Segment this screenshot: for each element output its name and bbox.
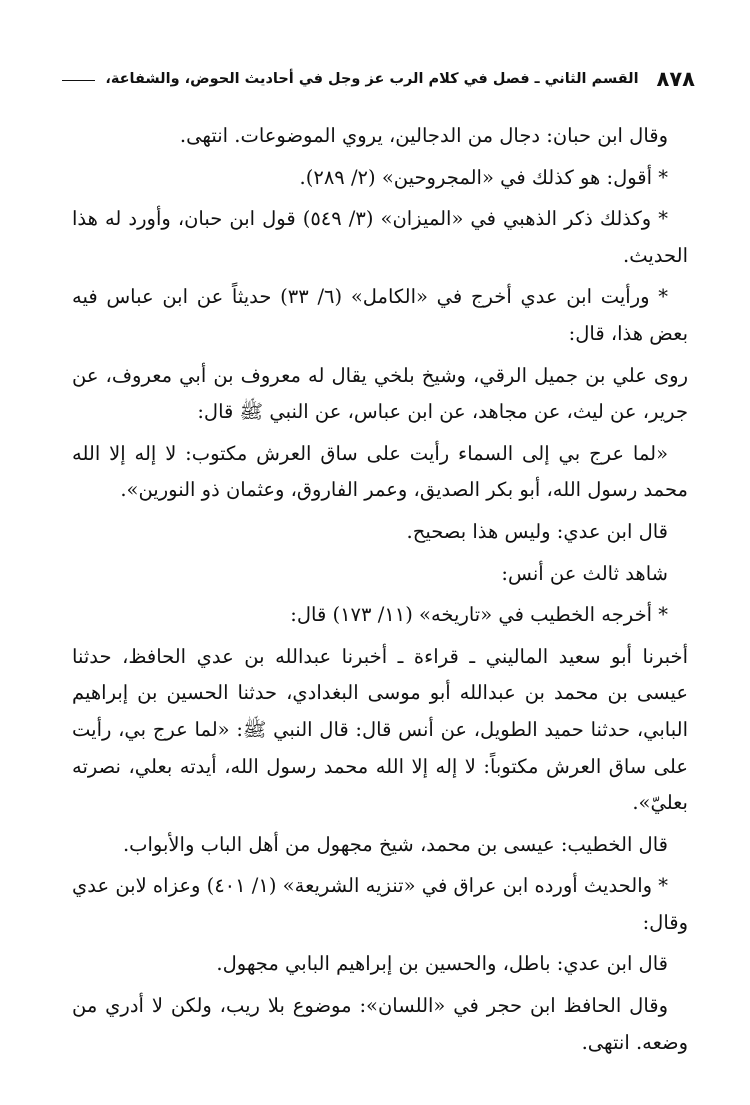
paragraph: قال ابن عدي: وليس هذا بصحيح. [406, 519, 668, 543]
paragraph: وقال ابن حبان: دجال من الدجالين، يروي الموضوعات. انتهى. [179, 124, 668, 147]
paragraph: * ورأيت ابن عدي أخرج في «الكامل» (٦/ ٣٣) حديثاً عن ابن عباس فيه بعض هذا، قال: [72, 285, 688, 345]
paragraph: * أقول: هو كذلك في «المجروحين» (٢/ ٢٨٩). [299, 165, 668, 189]
paragraph: قال ابن عدي: باطل، والحسين بن إبراهيم البابي مجهول. [216, 952, 668, 976]
running-head: القسم الثاني ـ فصل في كلام الرب عز وجل في أحاديث الحوض، والشفاعة، [105, 71, 639, 87]
header-rule [62, 80, 95, 81]
paragraph: «لما عرج بي إلى السماء رأيت على ساق العرش مكتوب: لا إله إلا الله محمد رسول الله، أبو بكر الصديق، وعمر الفاروق، وعثمان ذو النورين». [72, 441, 688, 502]
paragraph: شاهد ثالث عن أنس: [501, 561, 668, 585]
paragraph: * والحديث أورده ابن عراق في «تنزيه الشريعة» (١/ ٤٠١) وعزاه لابن عدي وقال: [72, 874, 688, 934]
page-number: ٨٧٨ [656, 67, 695, 91]
paragraph: وقال الحافظ ابن حجر في «اللسان»: موضوع بلا ريب، ولكن لا أدري من وضعه. انتهى. [72, 994, 688, 1054]
paragraph: أخبرنا أبو سعيد الماليني ـ قراءة ـ أخبرنا عبدالله بن عدي الحافظ، حدثنا عيسى بن محمد بن عبدالله أبو موسى البغدادي، حدثنا الحسين بن إبراهيم البابي، حدثنا حميد الطويل، عن أنس قال: قال النبي ﷺ: «لما عرج بي، رأيت على ساق العرش مكتوباً: لا إله إلا الله محمد رسول الله، أيدته بعلي، نصرته بعليّ». [72, 644, 688, 815]
paragraph: قال الخطيب: عيسى بن محمد، شيخ مجهول من أهل الباب والأبواب. [122, 832, 668, 856]
page-header [62, 62, 695, 96]
page-body [72, 118, 688, 1066]
paragraph: روى علي بن جميل الرقي، وشيخ بلخي يقال له معروف بن أبي معروف، عن جرير، عن ليث، عن مجاهد، عن ابن عباس، عن النبي ﷺ قال: [72, 363, 688, 424]
paragraph: * وكذلك ذكر الذهبي في «الميزان» (٣/ ٥٤٩) قول ابن حبان، وأورد له هذا الحديث. [72, 207, 688, 267]
paragraph: * أخرجه الخطيب في «تاريخه» (١١/ ١٧٣) قال: [290, 603, 668, 627]
